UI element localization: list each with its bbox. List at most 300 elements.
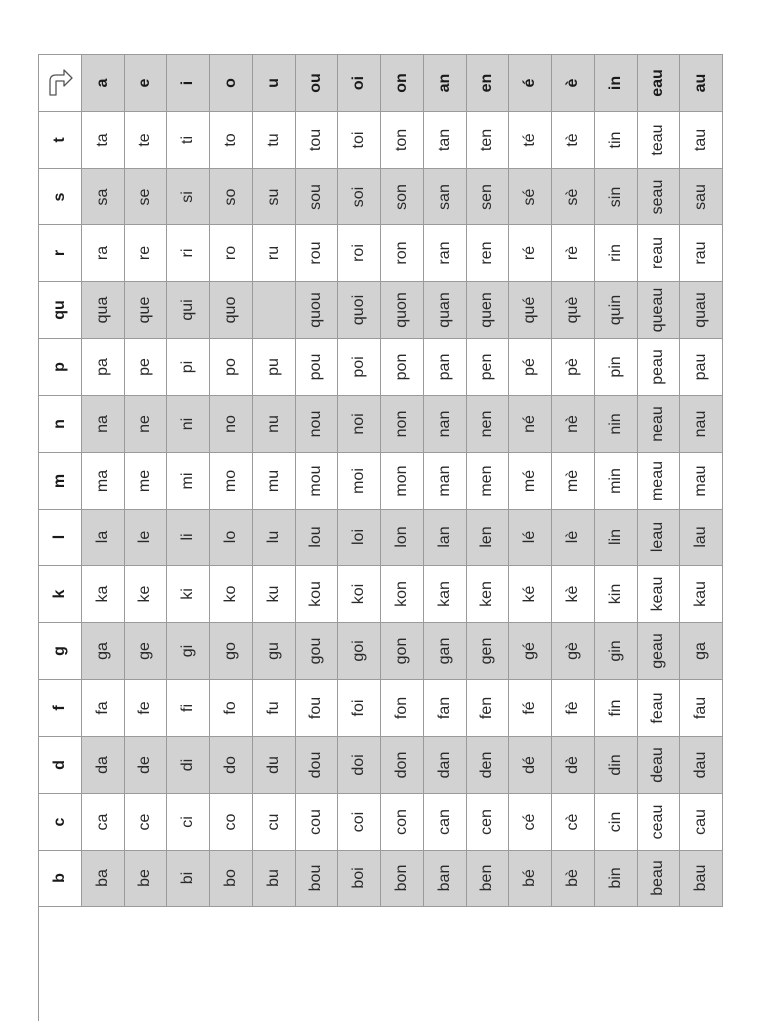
vowel-header-9-text: en	[478, 73, 496, 93]
syllable-cell	[424, 169, 467, 226]
syllable-cell-text: mi	[179, 472, 197, 490]
syllable-cell-text: man	[435, 465, 453, 497]
syllable-cell	[167, 623, 210, 680]
syllable-cell	[552, 112, 595, 169]
vowel-header-5	[296, 55, 339, 112]
syllable-cell-text: ne	[136, 414, 154, 433]
syllable-cell-text: soi	[350, 186, 368, 207]
syllable-cell	[338, 851, 381, 908]
consonant-header-d-text: d	[50, 759, 68, 770]
syllable-cell	[680, 339, 723, 396]
syllable-cell-text: ci	[179, 815, 197, 828]
syllable-cell	[82, 453, 125, 510]
syllable-cell-text: ka	[93, 585, 111, 603]
syllable-cell-text: sa	[93, 188, 111, 205]
vowel-header-4-text: u	[264, 78, 282, 88]
consonant-header-t-text: t	[50, 137, 68, 143]
syllable-cell-text: geau	[649, 633, 667, 669]
syllable-cell-text: cé	[521, 813, 539, 831]
syllable-cell-text: ru	[264, 246, 282, 261]
syllable-cell	[296, 112, 339, 169]
syllable-cell-text: rau	[692, 241, 710, 265]
syllable-cell	[638, 851, 681, 908]
syllable-cell	[210, 112, 253, 169]
vowel-header-11-text: è	[563, 78, 581, 88]
syllable-cell	[167, 169, 210, 226]
syllable-cell-text: do	[221, 755, 239, 774]
syllable-cell-text: ken	[478, 581, 496, 608]
syllable-cell	[552, 225, 595, 282]
syllable-cell	[253, 282, 296, 339]
syllable-cell-text: qui	[179, 299, 197, 321]
syllable-cell	[638, 169, 681, 226]
syllable-cell	[509, 510, 552, 567]
vowel-header-7	[381, 55, 424, 112]
syllable-cell-text: cen	[478, 808, 496, 835]
syllable-cell	[595, 112, 638, 169]
syllable-cell-text: pin	[606, 356, 624, 378]
syllable-cell-text: rin	[606, 244, 624, 263]
vowel-header-13-text: eau	[649, 69, 667, 97]
syllable-cell-text: li	[179, 533, 197, 542]
syllable-cell	[296, 794, 339, 851]
consonant-header-k-text: k	[50, 589, 68, 599]
vowel-header-1-text: e	[136, 78, 154, 88]
syllable-cell-text: di	[179, 758, 197, 772]
syllable-cell	[125, 282, 168, 339]
syllable-cell-text: min	[606, 467, 624, 494]
syllable-cell	[338, 396, 381, 453]
syllable-cell-text: son	[392, 183, 410, 210]
syllable-cell	[424, 339, 467, 396]
syllable-cell-text: don	[392, 751, 410, 779]
syllable-cell-text: tou	[307, 128, 325, 151]
syllable-cell	[424, 851, 467, 908]
syllable-cell-text: po	[221, 358, 239, 376]
syllable-cell-text: gu	[264, 642, 282, 661]
syllable-cell	[167, 680, 210, 737]
syllable-cell	[338, 112, 381, 169]
syllable-cell-text: so	[221, 188, 239, 205]
syllable-cell-text: ko	[221, 585, 239, 603]
syllable-cell	[125, 566, 168, 623]
syllable-cell	[338, 225, 381, 282]
syllable-cell	[82, 566, 125, 623]
syllable-cell	[82, 680, 125, 737]
syllable-cell-text: gé	[521, 642, 539, 661]
syllable-cell	[424, 794, 467, 851]
syllable-cell-text: ge	[136, 642, 154, 661]
syllable-cell	[509, 453, 552, 510]
syllable-cell	[467, 794, 510, 851]
syllable-cell	[338, 623, 381, 680]
syllable-cell	[680, 396, 723, 453]
syllable-cell-text: fa	[93, 701, 111, 715]
syllable-cell	[296, 225, 339, 282]
syllable-cell-text: pu	[264, 358, 282, 376]
syllable-cell-text: seau	[649, 179, 667, 214]
syllable-cell	[467, 680, 510, 737]
syllable-cell-text: doi	[350, 754, 368, 776]
syllable-cell-text: noi	[350, 413, 368, 435]
syllable-cell	[125, 851, 168, 908]
syllable-cell	[680, 112, 723, 169]
syllable-cell-text: te	[136, 133, 154, 147]
syllable-cell-text: sen	[478, 183, 496, 210]
syllable-cell-text: ki	[179, 588, 197, 601]
syllable-cell	[424, 282, 467, 339]
syllable-cell-text: mé	[521, 469, 539, 492]
syllable-cell	[167, 339, 210, 396]
syllable-cell	[125, 623, 168, 680]
syllable-cell-text: pé	[521, 358, 539, 376]
syllable-cell-text: ban	[435, 865, 453, 892]
vowel-header-10-text: é	[521, 78, 539, 88]
syllable-cell	[296, 623, 339, 680]
syllable-cell-text: mon	[392, 465, 410, 497]
syllable-cell-text: quoi	[350, 295, 368, 326]
syllable-cell-text: la	[93, 531, 111, 544]
syllable-cell-text: cau	[692, 808, 710, 835]
vowel-header-13	[638, 55, 681, 112]
syllable-cell	[638, 225, 681, 282]
syllable-cell-text: ta	[93, 133, 111, 147]
syllable-cell-text: len	[478, 526, 496, 549]
vowel-header-4	[253, 55, 296, 112]
syllable-cell-text: ca	[93, 813, 111, 831]
vowel-header-14	[680, 55, 723, 112]
consonant-header-b	[39, 851, 82, 908]
syllable-cell-text: du	[264, 755, 282, 774]
vowel-header-7-text: on	[392, 73, 410, 93]
syllable-cell	[638, 339, 681, 396]
syllable-cell	[638, 794, 681, 851]
syllable-cell	[253, 680, 296, 737]
syllable-cell	[338, 566, 381, 623]
syllable-cell-text: tan	[435, 128, 453, 151]
syllable-cell-text: pen	[478, 353, 496, 381]
syllable-cell-text: qua	[93, 296, 111, 324]
syllable-cell	[552, 623, 595, 680]
syllable-cell	[595, 169, 638, 226]
syllable-cell	[509, 794, 552, 851]
corner-cell	[39, 55, 82, 112]
syllable-cell	[638, 396, 681, 453]
syllable-cell	[167, 396, 210, 453]
syllable-cell-text: pau	[692, 353, 710, 381]
syllable-cell-text: que	[136, 296, 154, 324]
syllable-cell-text: quen	[478, 292, 496, 328]
syllable-cell-text: sin	[606, 186, 624, 207]
syllable-cell-text: ké	[521, 585, 539, 603]
consonant-header-l	[39, 510, 82, 567]
syllable-cell	[509, 169, 552, 226]
syllable-cell-text: na	[93, 414, 111, 433]
syllable-cell-text: mou	[307, 465, 325, 497]
syllable-cell	[167, 112, 210, 169]
consonant-header-n	[39, 396, 82, 453]
syllable-cell	[210, 623, 253, 680]
syllable-cell-text: quon	[392, 292, 410, 328]
syllable-cell	[638, 282, 681, 339]
syllable-cell-text: goi	[350, 640, 368, 662]
syllable-cell	[167, 737, 210, 794]
syllable-cell-text: san	[435, 183, 453, 210]
syllable-cell-text: kin	[606, 584, 624, 605]
syllable-cell-text: lé	[521, 531, 539, 544]
syllable-cell-text: me	[136, 469, 154, 492]
syllable-cell	[552, 680, 595, 737]
syllable-cell	[424, 396, 467, 453]
syllable-cell	[552, 851, 595, 908]
consonant-header-k	[39, 566, 82, 623]
syllable-cell	[595, 225, 638, 282]
vowel-header-5-text: ou	[307, 73, 325, 93]
syllable-cell-text: gi	[179, 644, 197, 658]
vowel-header-6	[338, 55, 381, 112]
syllable-cell-text: quo	[221, 296, 239, 324]
syllable-cell-text: cin	[606, 811, 624, 832]
syllable-cell-text: mu	[264, 469, 282, 492]
syllable-cell	[680, 510, 723, 567]
syllable-cell	[296, 680, 339, 737]
syllable-cell-text: go	[221, 642, 239, 661]
syllable-cell-text: non	[392, 410, 410, 438]
syllable-cell	[638, 510, 681, 567]
syllable-cell-text: ce	[136, 813, 154, 831]
syllable-cell	[509, 737, 552, 794]
consonant-header-c-text: c	[50, 817, 68, 827]
syllable-cell	[253, 794, 296, 851]
syllable-cell	[296, 566, 339, 623]
vowel-header-0	[82, 55, 125, 112]
syllable-cell-text: fè	[563, 701, 581, 715]
syllable-cell-text: bau	[692, 865, 710, 892]
syllable-cell	[552, 566, 595, 623]
consonant-header-n-text: n	[50, 418, 68, 429]
syllable-cell	[680, 851, 723, 908]
syllable-cell	[296, 282, 339, 339]
syllable-cell	[210, 339, 253, 396]
syllable-cell-text: nou	[307, 410, 325, 438]
syllable-cell-text: fu	[264, 701, 282, 715]
syllable-cell	[210, 510, 253, 567]
syllable-cell-text: nè	[563, 414, 581, 433]
syllable-cell	[82, 282, 125, 339]
syllable-cell-text: fi	[179, 703, 197, 712]
syllable-cell-text: no	[221, 414, 239, 433]
syllable-cell-text: tin	[606, 131, 624, 149]
vowel-header-6-text: oi	[350, 75, 368, 91]
consonant-header-p	[39, 339, 82, 396]
syllable-cell	[509, 112, 552, 169]
syllable-cell-text: nin	[606, 413, 624, 435]
syllable-cell	[424, 112, 467, 169]
syllable-cell-text: gou	[307, 637, 325, 665]
syllable-cell-text: peau	[649, 349, 667, 385]
syllable-cell	[125, 794, 168, 851]
syllable-cell-text: le	[136, 531, 154, 544]
syllable-cell-text: pan	[435, 353, 453, 381]
syllable-cell-text: deau	[649, 746, 667, 783]
syllable-cell-text: re	[136, 246, 154, 261]
syllable-cell-text: den	[478, 751, 496, 779]
syllable-cell	[424, 737, 467, 794]
syllable-cell-text: de	[136, 755, 154, 774]
syllable-cell-text: bè	[563, 869, 581, 888]
syllable-cell	[595, 566, 638, 623]
syllable-cell	[680, 737, 723, 794]
syllable-cell-text: dè	[563, 755, 581, 774]
syllable-cell	[381, 623, 424, 680]
syllable-cell	[253, 169, 296, 226]
syllable-cell	[381, 680, 424, 737]
syllable-cell	[338, 794, 381, 851]
syllable-cell	[210, 737, 253, 794]
vowel-header-14-text: au	[692, 73, 710, 93]
syllable-cell-text: fon	[392, 696, 410, 720]
syllable-cell-text: loi	[350, 529, 368, 546]
syllable-cell-text: lin	[606, 529, 624, 546]
syllable-cell	[82, 794, 125, 851]
syllable-cell	[638, 680, 681, 737]
syllable-cell-text: quou	[307, 292, 325, 328]
syllable-cell-text: gin	[606, 640, 624, 662]
syllable-cell-text: gon	[392, 637, 410, 665]
syllable-cell	[125, 510, 168, 567]
syllable-cell	[509, 225, 552, 282]
consonant-header-b-text: b	[50, 873, 68, 884]
vowel-header-3	[210, 55, 253, 112]
syllable-cell	[167, 282, 210, 339]
syllable-cell-text: mau	[692, 465, 710, 497]
syllable-cell-text: fé	[521, 701, 539, 715]
syllable-cell	[638, 737, 681, 794]
syllable-cell	[552, 169, 595, 226]
syllable-cell	[125, 169, 168, 226]
syllable-cell-text: dan	[435, 751, 453, 779]
vowel-header-8	[424, 55, 467, 112]
syllable-cell-text: pe	[136, 358, 154, 376]
syllable-cell-text: fau	[692, 696, 710, 720]
syllable-cell	[296, 169, 339, 226]
syllable-cell	[210, 169, 253, 226]
syllable-cell	[82, 112, 125, 169]
syllable-cell	[509, 339, 552, 396]
consonant-header-l-text: l	[50, 535, 68, 540]
consonant-header-m-text: m	[50, 473, 68, 488]
consonant-header-d	[39, 737, 82, 794]
syllable-cell	[381, 396, 424, 453]
syllable-cell-text: ré	[521, 246, 539, 261]
syllable-cell-text: kon	[392, 581, 410, 608]
vowel-header-2-text: i	[179, 80, 197, 86]
syllable-cell-text: gen	[478, 637, 496, 665]
syllable-cell	[167, 225, 210, 282]
syllable-cell-text: tau	[692, 128, 710, 151]
syllable-cell-text: foi	[350, 699, 368, 717]
syllable-cell	[467, 510, 510, 567]
consonant-header-r-text: r	[50, 250, 68, 257]
syllable-cell	[595, 339, 638, 396]
syllable-cell-text: fou	[307, 696, 325, 720]
syllable-cell	[381, 794, 424, 851]
consonant-header-f-text: f	[50, 705, 68, 711]
syllable-cell-text: ti	[179, 135, 197, 144]
syllable-cell	[552, 453, 595, 510]
syllable-cell-text: teau	[649, 124, 667, 156]
syllable-cell	[338, 282, 381, 339]
syllable-cell-text: leau	[649, 522, 667, 553]
syllable-cell-text: koi	[350, 584, 368, 605]
turn-arrow-icon	[44, 67, 76, 99]
syllable-cell-text: ceau	[649, 804, 667, 839]
syllable-cell-text: kan	[435, 581, 453, 608]
syllable-cell	[381, 282, 424, 339]
syllable-cell-text: sau	[692, 183, 710, 210]
syllable-cell-text: bo	[221, 869, 239, 888]
syllable-cell-text: dé	[521, 755, 539, 774]
syllable-cell	[125, 680, 168, 737]
syllable-cell	[638, 566, 681, 623]
syllable-cell-text: si	[179, 190, 197, 203]
syllable-cell-text: rè	[563, 246, 581, 261]
syllable-cell-text: ga	[692, 642, 710, 661]
syllable-cell-text: queau	[649, 287, 667, 333]
syllable-cell	[509, 623, 552, 680]
syllable-cell-text: ke	[136, 585, 154, 603]
syllable-cell-text: lou	[307, 526, 325, 549]
syllable-cell-text: pa	[93, 358, 111, 376]
syllable-cell-text: se	[136, 188, 154, 205]
syllable-cell	[424, 680, 467, 737]
syllable-cell	[467, 566, 510, 623]
syllable-cell	[381, 453, 424, 510]
syllable-cell	[595, 510, 638, 567]
syllable-cell-text: pè	[563, 358, 581, 376]
vowel-header-11	[552, 55, 595, 112]
syllable-cell	[424, 453, 467, 510]
syllable-cell-text: coi	[350, 811, 368, 832]
syllable-cell	[638, 453, 681, 510]
syllable-cell-text: cou	[307, 808, 325, 835]
syllable-cell	[210, 453, 253, 510]
syllable-cell	[210, 225, 253, 282]
syllable-cell-text: be	[136, 869, 154, 888]
syllable-cell	[381, 225, 424, 282]
syllable-cell	[167, 566, 210, 623]
syllable-cell-text: gan	[435, 637, 453, 665]
syllable-cell	[296, 339, 339, 396]
vowel-header-1	[125, 55, 168, 112]
syllable-cell	[595, 794, 638, 851]
syllable-cell-text: din	[606, 754, 624, 776]
syllable-cell	[253, 851, 296, 908]
syllable-cell	[552, 737, 595, 794]
syllable-cell-text: fen	[478, 696, 496, 720]
syllable-cell	[82, 623, 125, 680]
consonant-header-t	[39, 112, 82, 169]
syllable-cell	[210, 396, 253, 453]
syllable-cell-text: né	[521, 414, 539, 433]
syllable-cell	[552, 396, 595, 453]
syllable-cell-text: mè	[563, 469, 581, 492]
syllable-cell	[680, 169, 723, 226]
syllable-cell	[167, 851, 210, 908]
syllable-cell	[381, 339, 424, 396]
vowel-header-12	[595, 55, 638, 112]
syllable-cell-text: sè	[563, 188, 581, 205]
